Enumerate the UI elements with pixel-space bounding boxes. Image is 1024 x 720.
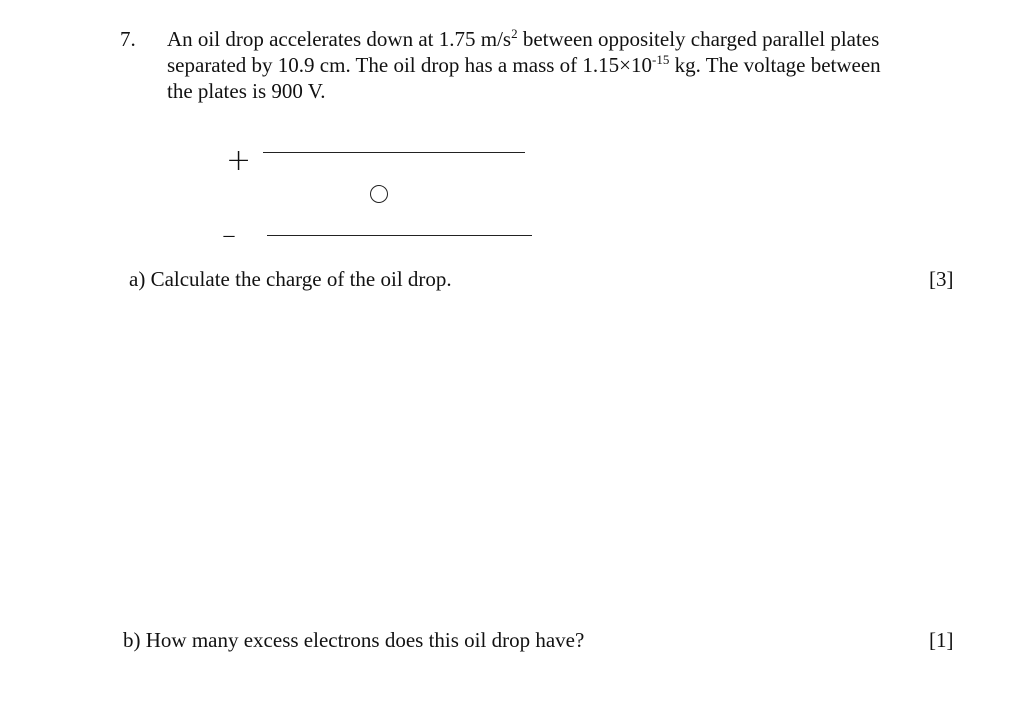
oil-drop-circle — [370, 185, 388, 203]
positive-sign: + — [226, 143, 252, 178]
part-a-question: a) Calculate the charge of the oil drop. — [129, 267, 452, 291]
negative-sign: – — [222, 218, 236, 251]
part-b-marks: [1] — [929, 628, 954, 652]
superscript-squared: 2 — [511, 26, 518, 41]
stem-line-2: separated by 10.9 cm. The oil drop has a mass of $1.15\times 10^{-15}$ kg. The voltage between — [167, 52, 881, 77]
stem-line-1: An oil drop accelerates down at 1.75 $m/s^2$ between oppositely charged parallel plates — [167, 26, 880, 51]
part-a-marks: [3] — [929, 267, 954, 291]
parallel-plates-diagram — [220, 135, 550, 255]
question-number: 7. — [120, 27, 136, 51]
stem-line-3: the plates is 900 V. — [167, 79, 326, 103]
question-stem — [167, 26, 967, 104]
superscript-exponent: -15 — [652, 52, 670, 67]
positive-plate — [263, 152, 525, 153]
negative-plate — [267, 235, 532, 236]
part-b-question: b) How many excess electrons does this oil drop have? — [123, 628, 585, 652]
